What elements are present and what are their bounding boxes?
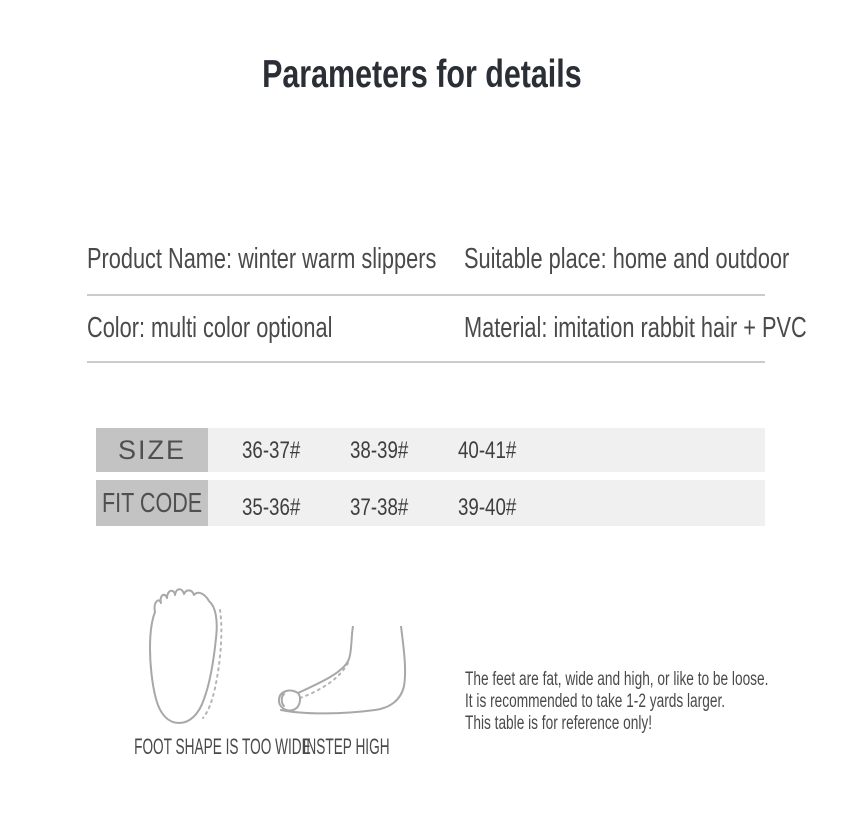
divider <box>87 361 765 363</box>
spec-product-name: Product Name: winter warm slippers <box>87 243 437 275</box>
size-table-header-size <box>96 428 208 472</box>
sizing-note-text-2: It is recommended to take 1-2 yards larger. <box>465 691 726 712</box>
foot-top-view-icon <box>126 586 228 730</box>
size-value-1: 36-37# <box>242 437 301 464</box>
sizing-note <box>465 669 843 735</box>
label-instep-high <box>266 734 426 760</box>
label-foot-too-wide-text: FOOT SHAPE IS TOO WIDE <box>134 734 311 759</box>
label-instep-high-text: INSTEP HIGH <box>302 734 390 759</box>
sizing-note-text-1: The feet are fat, wide and high, or like to be loose. <box>465 669 769 690</box>
fitcode-value-2: 37-38# <box>350 494 409 521</box>
spec-suitable-place: Suitable place: home and outdoor <box>464 243 790 275</box>
label-foot-too-wide <box>80 734 311 760</box>
size-value-2: 38-39# <box>350 437 409 464</box>
size-value-3: 40-41# <box>458 437 517 464</box>
sizing-note-line <box>465 669 843 691</box>
sizing-note-text-3: This table is for reference only! <box>465 713 653 734</box>
sizing-note-line <box>465 691 843 713</box>
spec-color: Color: multi color optional <box>87 312 333 344</box>
spec-material: Material: imitation rabbit hair + PVC <box>464 312 807 344</box>
divider <box>87 294 765 296</box>
size-table-row-fitcode <box>96 480 765 526</box>
fitcode-value-3: 39-40# <box>458 494 517 521</box>
size-table-row-size <box>96 428 765 472</box>
foot-side-view-icon <box>260 626 438 732</box>
spec-row-product <box>87 243 827 279</box>
page-title <box>0 53 843 97</box>
fitcode-value-1: 35-36# <box>242 494 301 521</box>
size-header-label: SIZE <box>117 434 186 465</box>
fitcode-header-label: FIT CODE <box>101 487 203 518</box>
spec-row-color <box>87 312 827 348</box>
size-table-header-fitcode <box>96 480 208 526</box>
sizing-note-line <box>465 713 843 735</box>
page-title-text: Parameters for details <box>261 53 582 96</box>
